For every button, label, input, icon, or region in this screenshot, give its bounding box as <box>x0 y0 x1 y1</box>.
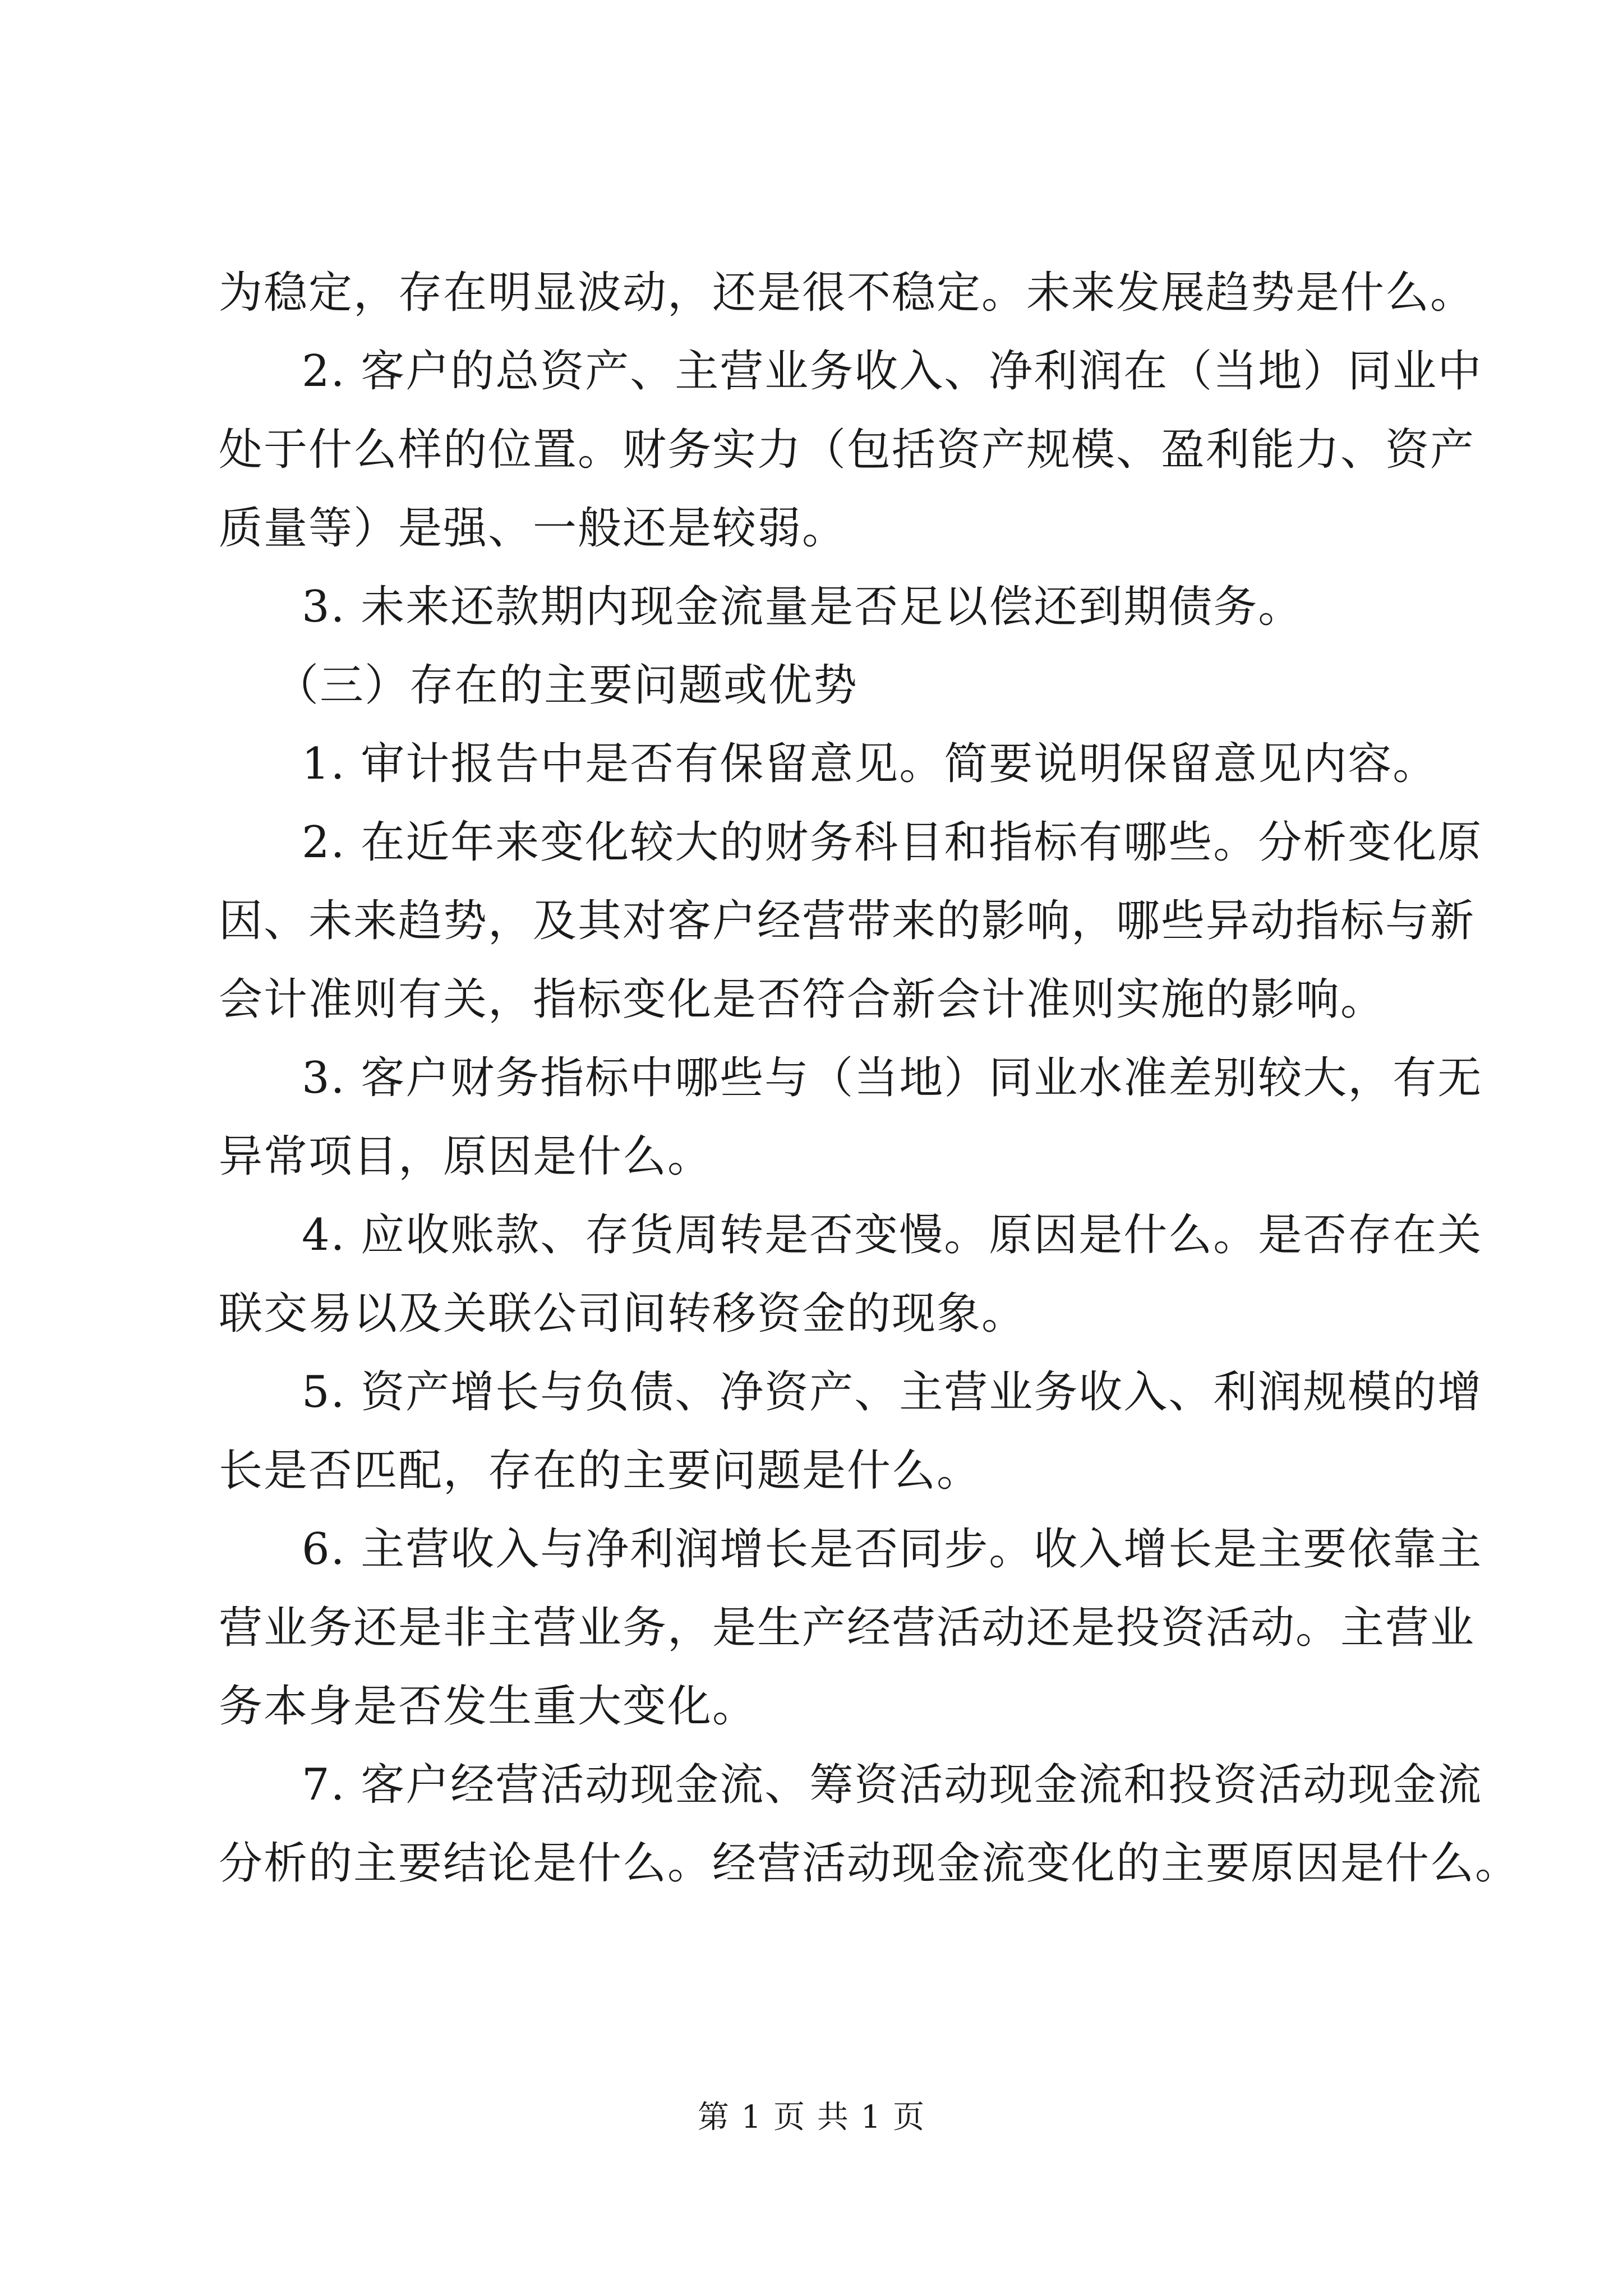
text-line: 为稳定，存在明显波动，还是很不稳定。未来发展趋势是什么。 <box>219 268 1476 318</box>
text-line: 处于什么样的位置。财务实力（包括资产规模、盈利能力、资产 <box>219 425 1476 475</box>
text-line: 务本身是否发生重大变化。 <box>219 1681 758 1732</box>
document-body <box>219 254 1520 1903</box>
text-line: 6. 主营收入与净利润增长是否同步。收入增长是主要依靠主 <box>302 1524 1483 1575</box>
text-line: 3. 客户财务指标中哪些与（当地）同业水准差别较大，有无 <box>302 1053 1483 1103</box>
text-line: 会计准则有关，指标变化是否符合新会计准则实施的影响。 <box>219 974 1386 1025</box>
text-line: 质量等）是强、一般还是较弱。 <box>219 503 847 554</box>
text-line: 因、未来趋势，及其对客户经营带来的影响，哪些异动指标与新 <box>219 896 1476 946</box>
text-line: 4. 应收账款、存货周转是否变慢。原因是什么。是否存在关 <box>302 1210 1483 1260</box>
text-line: 1. 审计报告中是否有保留意见。简要说明保留意见内容。 <box>302 739 1438 789</box>
text-line: 营业务还是非主营业务，是生产经营活动还是投资活动。主营业 <box>219 1603 1476 1653</box>
text-line: 2. 客户的总资产、主营业务收入、净利润在（当地）同业中 <box>302 346 1483 397</box>
text-line: 2. 在近年来变化较大的财务科目和指标有哪些。分析变化原 <box>302 817 1483 868</box>
text-line: 5. 资产增长与负债、净资产、主营业务收入、利润规模的增 <box>302 1367 1483 1418</box>
text-line: 分析的主要结论是什么。经营活动现金流变化的主要原因是什么。 <box>219 1838 1520 1889</box>
text-line: 7. 客户经营活动现金流、筹资活动现金流和投资活动现金流 <box>302 1760 1483 1810</box>
text-line: 3. 未来还款期内现金流量是否足以偿还到期债务。 <box>302 582 1303 632</box>
text-line: 联交易以及关联公司间转移资金的现象。 <box>219 1289 1027 1339</box>
text-line: 长是否匹配，存在的主要问题是什么。 <box>219 1446 982 1496</box>
page-number-footer: 第 1 页 共 1 页 <box>697 2099 926 2136</box>
section-heading: （三）存在的主要问题或优势 <box>275 660 859 711</box>
text-line: 异常项目，原因是什么。 <box>219 1131 713 1182</box>
